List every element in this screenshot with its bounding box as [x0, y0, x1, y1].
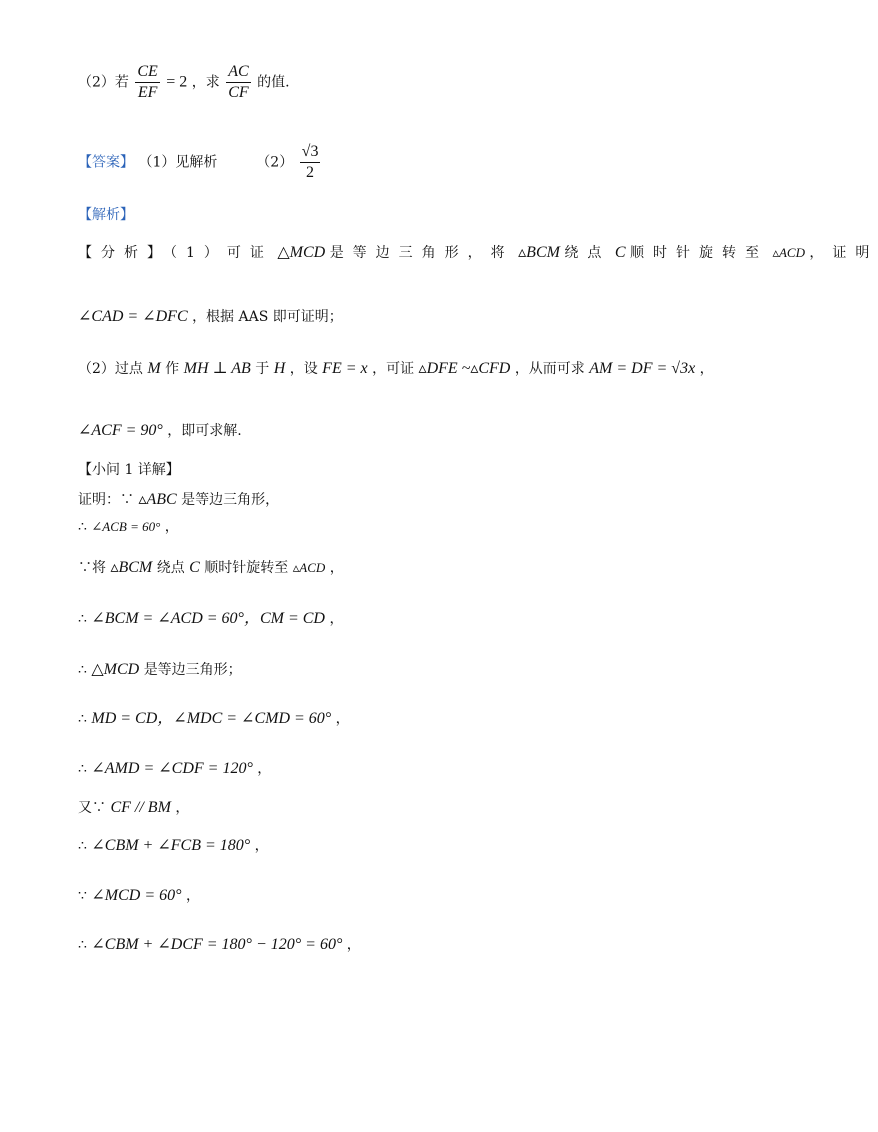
analysis-text: 是等边三角形，将 [329, 245, 514, 261]
math-expr: MD = CD，∠MDC = ∠CMD = 60° [91, 710, 332, 727]
math-expr: ∠CBM + ∠FCB = 180° [91, 837, 251, 854]
math-expr: △MCD [277, 244, 326, 261]
answer-part1: （1）见解析 [138, 154, 218, 171]
proof-text: 证明：∵ [78, 492, 134, 508]
proof-line-6 [78, 711, 350, 727]
proof-line-3 [78, 560, 344, 576]
q2-mid: ，求 [191, 74, 220, 91]
analysis-text: ，设 [289, 361, 318, 377]
proof-text: ， [185, 888, 200, 904]
analysis-text: ，可证 [372, 361, 415, 377]
analysis-line-3 [78, 361, 714, 377]
math-expr: ∠BCM = ∠ACD = 60°，CM = CD [91, 610, 325, 627]
proof-text: ∵将 [78, 560, 106, 576]
analysis-line-2 [78, 309, 343, 325]
analysis-text: 于 [255, 361, 270, 377]
proof-text: ， [254, 838, 269, 854]
analysis-line-4 [78, 423, 242, 439]
proof-line-5 [78, 662, 242, 678]
analysis-text: 作 [165, 361, 180, 377]
fraction-numerator: AC [226, 62, 250, 83]
proof-text: ， [164, 519, 179, 535]
proof-line-2 [78, 520, 179, 534]
math-expr: M [147, 360, 161, 377]
math-expr: ▵DFE ~▵CFD [418, 360, 511, 377]
proof-text: ∴ [78, 761, 87, 777]
proof-line-1 [78, 492, 279, 508]
proof-text: ∴ [78, 611, 87, 627]
analysis-text: 顺时针旋转至 [629, 245, 768, 261]
proof-text: ， [175, 800, 190, 816]
math-expr: H [273, 360, 286, 377]
math-expr: ▵ACD [292, 560, 326, 575]
proof-text: ∴ [78, 937, 87, 953]
math-expr: ∠AMD = ∠CDF = 120° [91, 760, 253, 777]
analysis-text: ，即可求解. [167, 423, 242, 439]
fraction-numerator: √3 [300, 142, 321, 163]
analysis-text: 【分析】（1）可证 [78, 245, 273, 261]
proof-text: ， [329, 560, 344, 576]
math-expr: ∠ACF = 90° [78, 422, 163, 439]
math-expr: AM = DF = √3x [589, 360, 696, 377]
proof-text: ∵ [78, 888, 87, 904]
analysis-text: ，从而可求 [514, 361, 585, 377]
math-expr: ▵BCM [110, 559, 153, 576]
q2-equals: = 2 [166, 73, 188, 91]
math-expr: ▵ACD [772, 245, 805, 260]
analysis-text: （2）过点 [78, 361, 143, 377]
q2-suffix: 的值. [257, 74, 290, 91]
proof-text: 是等边三角形， [181, 492, 280, 508]
proof-text: 绕点 [156, 560, 185, 576]
analysis-text: 绕点 [564, 245, 611, 261]
proof-text: ∴ [78, 838, 87, 854]
math-expr: C [189, 559, 200, 576]
question-part2 [78, 62, 290, 103]
math-expr: ∠MCD = 60° [91, 887, 182, 904]
math-expr: CF // BM [110, 799, 171, 816]
analysis-line-1 [78, 245, 878, 261]
answer-part2-label: （2） [256, 154, 294, 171]
math-expr: ∠CBM + ∠DCF = 180° − 120° = 60° [91, 936, 343, 953]
math-expr: ∠ACB = 60° [91, 519, 161, 534]
fraction-sqrt3-over-2 [300, 142, 321, 183]
math-expr: FE = x [322, 360, 368, 377]
proof-text: ， [329, 611, 344, 627]
proof-line-4 [78, 611, 343, 627]
analysis-text: ，证明 [809, 245, 878, 261]
fraction-denominator: CF [228, 84, 249, 101]
proof-text: ， [346, 937, 361, 953]
fraction-ac-cf [226, 62, 250, 103]
math-expr: ▵ABC [138, 491, 177, 508]
fraction-denominator: EF [137, 84, 158, 101]
proof-line-11 [78, 937, 361, 953]
analysis-text: ，根据 AAS 即可证明； [192, 309, 343, 325]
math-expr: MH ⊥ AB [183, 360, 251, 377]
proof-text: 又∵ [78, 800, 106, 816]
fraction-numerator: CE [135, 62, 159, 83]
math-expr: ▵BCM [518, 244, 560, 261]
math-expr: △MCD [91, 661, 140, 678]
sub-question-1-tag: 【小问 1 详解】 [78, 462, 180, 478]
answer-tag: 【答案】 [78, 154, 134, 171]
q2-prefix: （2）若 [78, 74, 129, 91]
analysis-text: ， [699, 361, 714, 377]
proof-text: ∴ [78, 519, 87, 535]
proof-text: 顺时针旋转至 [204, 560, 289, 576]
proof-text: ， [257, 761, 272, 777]
math-expr: C [614, 244, 626, 261]
fraction-ce-ef [135, 62, 159, 103]
proof-text: ∴ [78, 711, 87, 727]
math-expr: ∠CAD = ∠DFC [78, 308, 188, 325]
proof-line-8 [78, 800, 189, 816]
proof-text: ∴ [78, 662, 87, 678]
proof-text: 是等边三角形； [143, 662, 242, 678]
proof-line-7 [78, 761, 271, 777]
answer-line [78, 142, 322, 183]
proof-line-9 [78, 838, 269, 854]
fraction-denominator: 2 [306, 164, 315, 181]
proof-text: ， [335, 711, 350, 727]
proof-line-10 [78, 888, 200, 904]
analysis-tag: 【解析】 [78, 207, 134, 223]
